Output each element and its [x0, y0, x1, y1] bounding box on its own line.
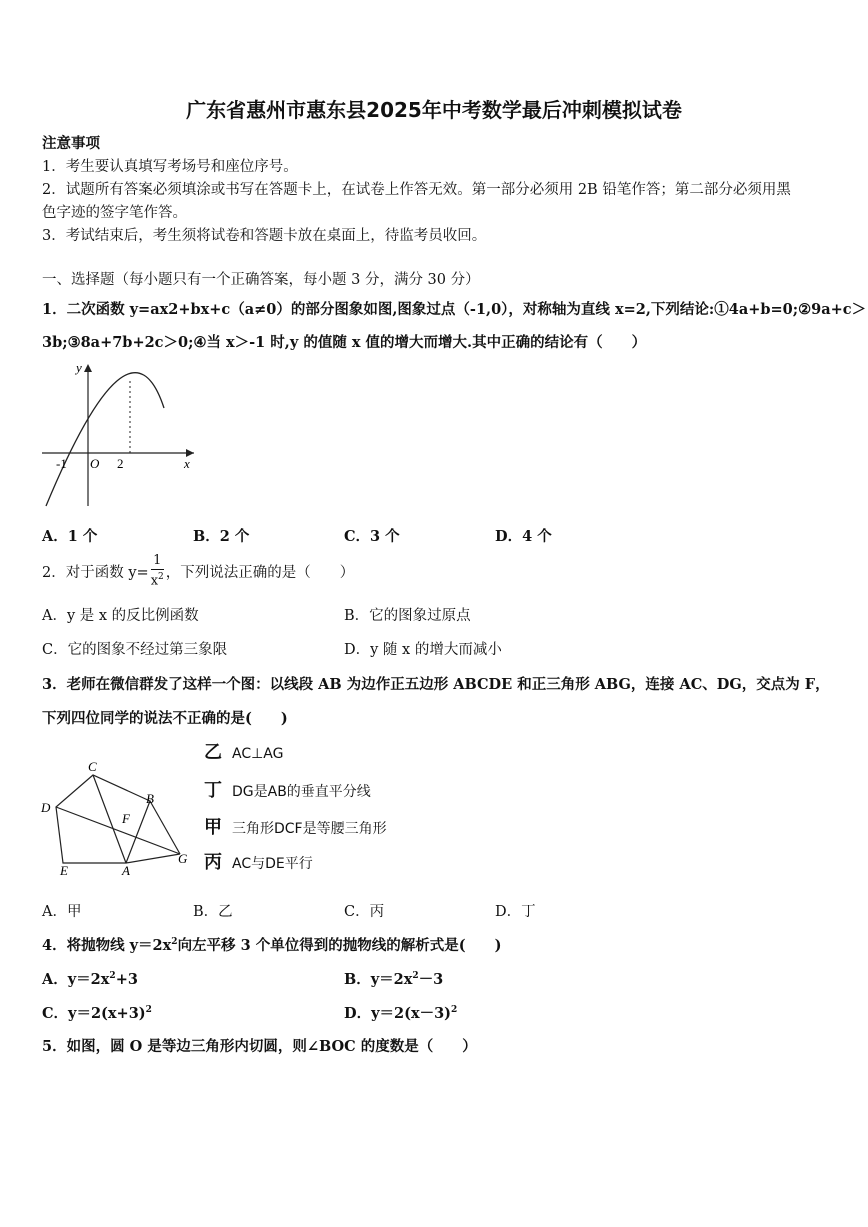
q4-text	[42, 934, 501, 955]
pentagon-abcde	[56, 775, 150, 863]
q2-option-d[interactable]: D．y 随 x 的增大而减小	[344, 642, 502, 658]
q4-option-c[interactable]: C．$y=2(x+3)^2$	[42, 1005, 152, 1022]
notice-item: 3．考试结束后，考生须将试卷和答题卡放在桌面上，待监考员收回。	[42, 228, 487, 244]
q1-option-d[interactable]: D．4 个	[495, 528, 552, 545]
label-f: F	[122, 811, 130, 826]
q1-option-c[interactable]: C．3 个	[344, 528, 400, 545]
label-c: C	[88, 759, 97, 774]
origin-label: O	[90, 456, 100, 471]
notice-item: 2．试题所有答案必须填涂或书写在答题卡上，在试卷上作答无效。第一部分必须用 2B 铅笔作答；第二部分必须用黑	[42, 182, 791, 198]
tick-label-2: 2	[117, 456, 124, 471]
label-d: D	[41, 800, 51, 815]
q1-option-a[interactable]: A．1 个	[42, 528, 98, 545]
segment-bg	[150, 801, 180, 854]
q1-option-b[interactable]: B．2 个	[193, 528, 250, 545]
q4-option-a[interactable]: A．$y=2x^2+3$	[42, 971, 138, 988]
q2-option-b[interactable]: B．它的图象过原点	[344, 608, 471, 624]
statement-student: 丙	[204, 852, 222, 873]
q2-text	[42, 551, 354, 591]
q2-fraction	[151, 554, 164, 587]
statement-student: 丁	[204, 780, 222, 801]
q3-statement	[204, 776, 371, 802]
y-axis-arrow-icon	[84, 364, 92, 372]
segment-dg	[56, 807, 180, 854]
q2-prefix: 2．对于函数 y=	[42, 564, 149, 581]
parabola-curve	[46, 373, 164, 506]
label-b: B	[146, 791, 154, 806]
label-a: A	[122, 863, 130, 878]
q4-prefix: 4．将抛物线 y＝2x	[42, 937, 172, 954]
q4-option-d[interactable]: D．$y=2(x-3)^2$	[344, 1005, 458, 1022]
q2-frac-numerator: 1	[151, 554, 164, 570]
y-axis-label: y	[76, 360, 82, 375]
segment-ag	[126, 854, 180, 863]
q3-text-line2: 下列四位同学的说法不正确的是( )	[42, 710, 288, 727]
statement-text: AC与DE平行	[232, 856, 313, 872]
q3-option-b[interactable]: B．乙	[193, 904, 233, 920]
label-e: E	[60, 863, 68, 878]
section-heading: 一、选择题（每小题只有一个正确答案，每小题 3 分，满分 30 分）	[42, 272, 480, 288]
q3-option-d[interactable]: D．丁	[495, 904, 536, 920]
q4-suffix: 向左平移 3 个单位得到的抛物线的解析式是( )	[177, 937, 502, 954]
q3-option-c[interactable]: C．丙	[344, 904, 385, 920]
notice-item: 1．考生要认真填写考场号和座位序号。	[42, 159, 298, 175]
q3-statement	[204, 738, 283, 764]
q2-option-c[interactable]: C．它的图象不经过第三象限	[42, 642, 228, 658]
q1-parabola-graph	[36, 356, 206, 516]
notice-item: 色字迹的签字笔作答。	[42, 205, 187, 221]
q3-option-a[interactable]: A．甲	[42, 904, 82, 920]
statement-text: DG是AB的垂直平分线	[232, 784, 371, 800]
notice-heading: 注意事项	[42, 135, 100, 152]
tick-label-neg1: -1	[56, 456, 67, 471]
q1-text-line2: 3b;③8a+7b+2c＞0;④当 x＞-1 时,y 的值随 x 值的增大而增大.其中正确的结论有（ ）	[42, 334, 647, 351]
q3-statement	[204, 848, 313, 874]
q3-text-line1: 3．老师在微信群发了这样一个图：以线段 AB 为边作正五边形 ABCDE 和正三角形 ABG，连接 AC、DG，交点为 F，	[42, 676, 830, 693]
q4-option-b[interactable]: B．$y=2x^2-3$	[344, 971, 444, 988]
q2-frac-denominator: $x^2$	[150, 572, 164, 589]
statement-text: AC⊥AG	[232, 746, 284, 762]
q1-text-line1: 1．二次函数 y=ax2+bx+c（a≠0）的部分图象如图,图象过点（-1,0），对称轴为直线 x=2,下列结论:①4a+b=0;②9a+c＞	[42, 301, 867, 318]
q4-exponent: 2	[171, 937, 178, 948]
q3-statement	[204, 813, 387, 839]
statement-text: 三角形DCF是等腰三角形	[232, 821, 387, 837]
x-axis-label: x	[184, 456, 190, 471]
q2-option-a[interactable]: A．y 是 x 的反比例函数	[42, 608, 199, 624]
label-g: G	[178, 851, 188, 866]
q5-text: 5．如图，圆 O 是等边三角形内切圆，则∠BOC 的度数是（ ）	[42, 1038, 477, 1055]
q3-pentagon-figure	[36, 755, 196, 881]
statement-student: 乙	[204, 742, 222, 763]
statement-student: 甲	[204, 817, 222, 838]
page-title: 广东省惠州市惠东县2025年中考数学最后冲刺模拟试卷	[186, 98, 682, 122]
q2-suffix: ，下列说法正确的是（ ）	[165, 564, 355, 581]
